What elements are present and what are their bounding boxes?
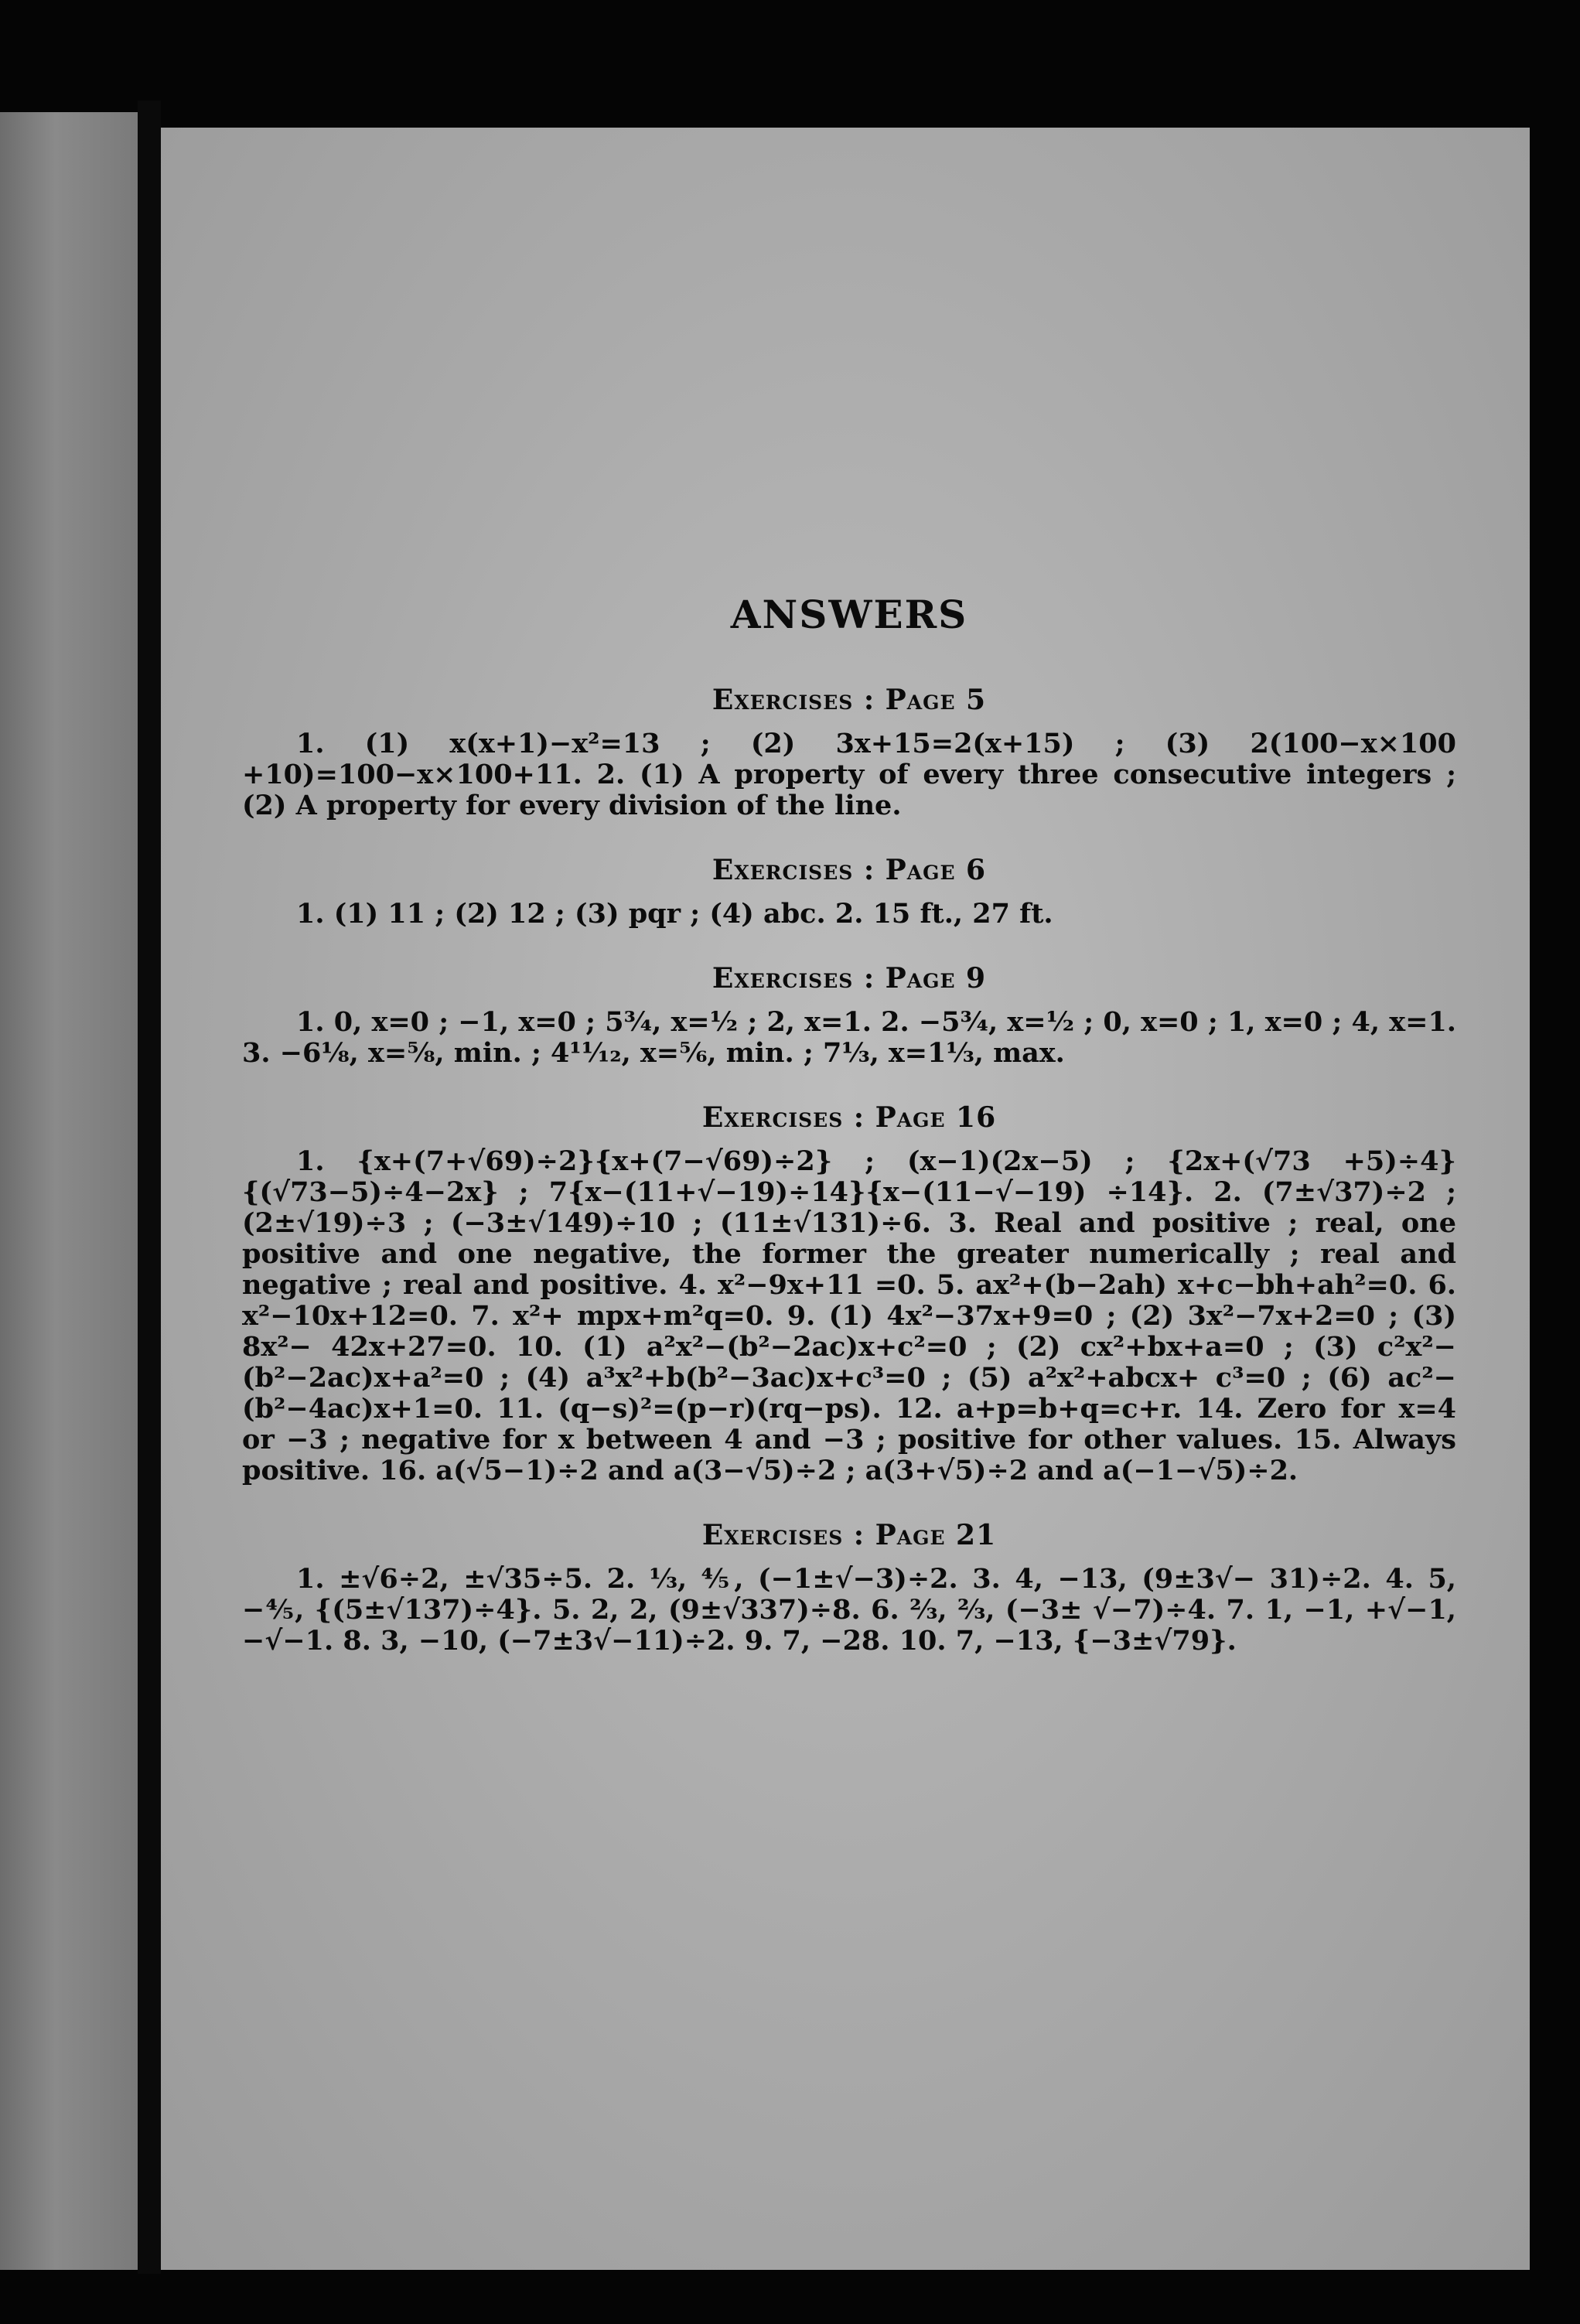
page-title: ANSWERS	[730, 592, 968, 637]
section-body: 1. (1) x(x+1)−x²=13 ; (2) 3x+15=2(x+15) ; (3) 2(100−x×100 +10)=100−x×100+11. 2. (1) A property of every three consecutive integers ; (2) A property for every division of the line.	[242, 728, 1456, 821]
section-heading: Exercises : Page 5	[712, 684, 987, 716]
section-body: 1. 0, x=0 ; −1, x=0 ; 5¾, x=½ ; 2, x=1. 2. −5¾, x=½ ; 0, x=0 ; 1, x=0 ; 4, x=1. 3. −6⅛, x=⅝, min. ; 4¹¹⁄₁₂, x=⅚, min. ; 7⅓, x=1⅓, max.	[242, 1006, 1456, 1069]
section-page-21	[242, 1519, 1456, 1657]
section-page-16	[242, 1101, 1456, 1486]
section-heading: Exercises : Page 6	[712, 854, 987, 886]
section-page-6	[242, 854, 1456, 930]
section-page-9	[242, 962, 1456, 1069]
answers-content	[242, 592, 1456, 1689]
section-heading: Exercises : Page 16	[701, 1101, 997, 1134]
section-heading: Exercises : Page 9	[712, 962, 987, 995]
section-body: 1. ±√6÷2, ±√35÷5. 2. ⅓, ⅘, (−1±√−3)÷2. 3. 4, −13, (9±3√− 31)÷2. 4. 5, −⅘, {(5±√137)÷4}. 5. 2, 2, (9±√337)÷8. 6. ⅔, ⅔, (−3± √−7)÷4. 7. 1, −1, +√−1, −√−1. 8. 3, −10, (−7±3√−11)÷2. 9. 7, −28. 10. 7, −13, {−3±√79}.	[242, 1563, 1456, 1657]
section-page-5	[242, 684, 1456, 821]
facing-page-edge	[0, 112, 138, 2270]
section-heading: Exercises : Page 21	[701, 1519, 997, 1551]
section-body: 1. {x+(7+√69)÷2}{x+(7−√69)÷2} ; (x−1)(2x−5) ; {2x+(√73 +5)÷4}{(√73−5)÷4−2x} ; 7{x−(11+√−19)÷14}{x−(11−√−19) ÷14}. 2. (7±√37)÷2 ; (2±√19)÷3 ; (−3±√149)÷10 ; (11±√131)÷6. 3. Real and positive ; real, one positive and one negative, the former the greater numerically ; real and negative ; real and positive. 4. x²−9x+11 =0. 5. ax²+(b−2ah) x+c−bh+ah²=0. 6. x²−10x+12=0. 7. x²+ mpx+m²q=0. 9. (1) 4x²−37x+9=0 ; (2) 3x²−7x+2=0 ; (3) 8x²− 42x+27=0. 10. (1) a²x²−(b²−2ac)x+c²=0 ; (2) cx²+bx+a=0 ; (3) c²x²−(b²−2ac)x+a²=0 ; (4) a³x²+b(b²−3ac)x+c³=0 ; (5) a²x²+abcx+ c³=0 ; (6) ac²−(b²−4ac)x+1=0. 11. (q−s)²=(p−r)(rq−ps). 12. a+p=b+q=c+r. 14. Zero for x=4 or −3 ; negative for x between 4 and −3 ; positive for other values. 15. Always positive. 16. a(√5−1)÷2 and a(3−√5)÷2 ; a(3+√5)÷2 and a(−1−√5)÷2.	[242, 1145, 1456, 1486]
book-binding-shadow	[138, 101, 161, 2274]
section-body: 1. (1) 11 ; (2) 12 ; (3) pqr ; (4) abc. 2. 15 ft., 27 ft.	[296, 898, 1053, 930]
book-page	[161, 128, 1530, 2270]
